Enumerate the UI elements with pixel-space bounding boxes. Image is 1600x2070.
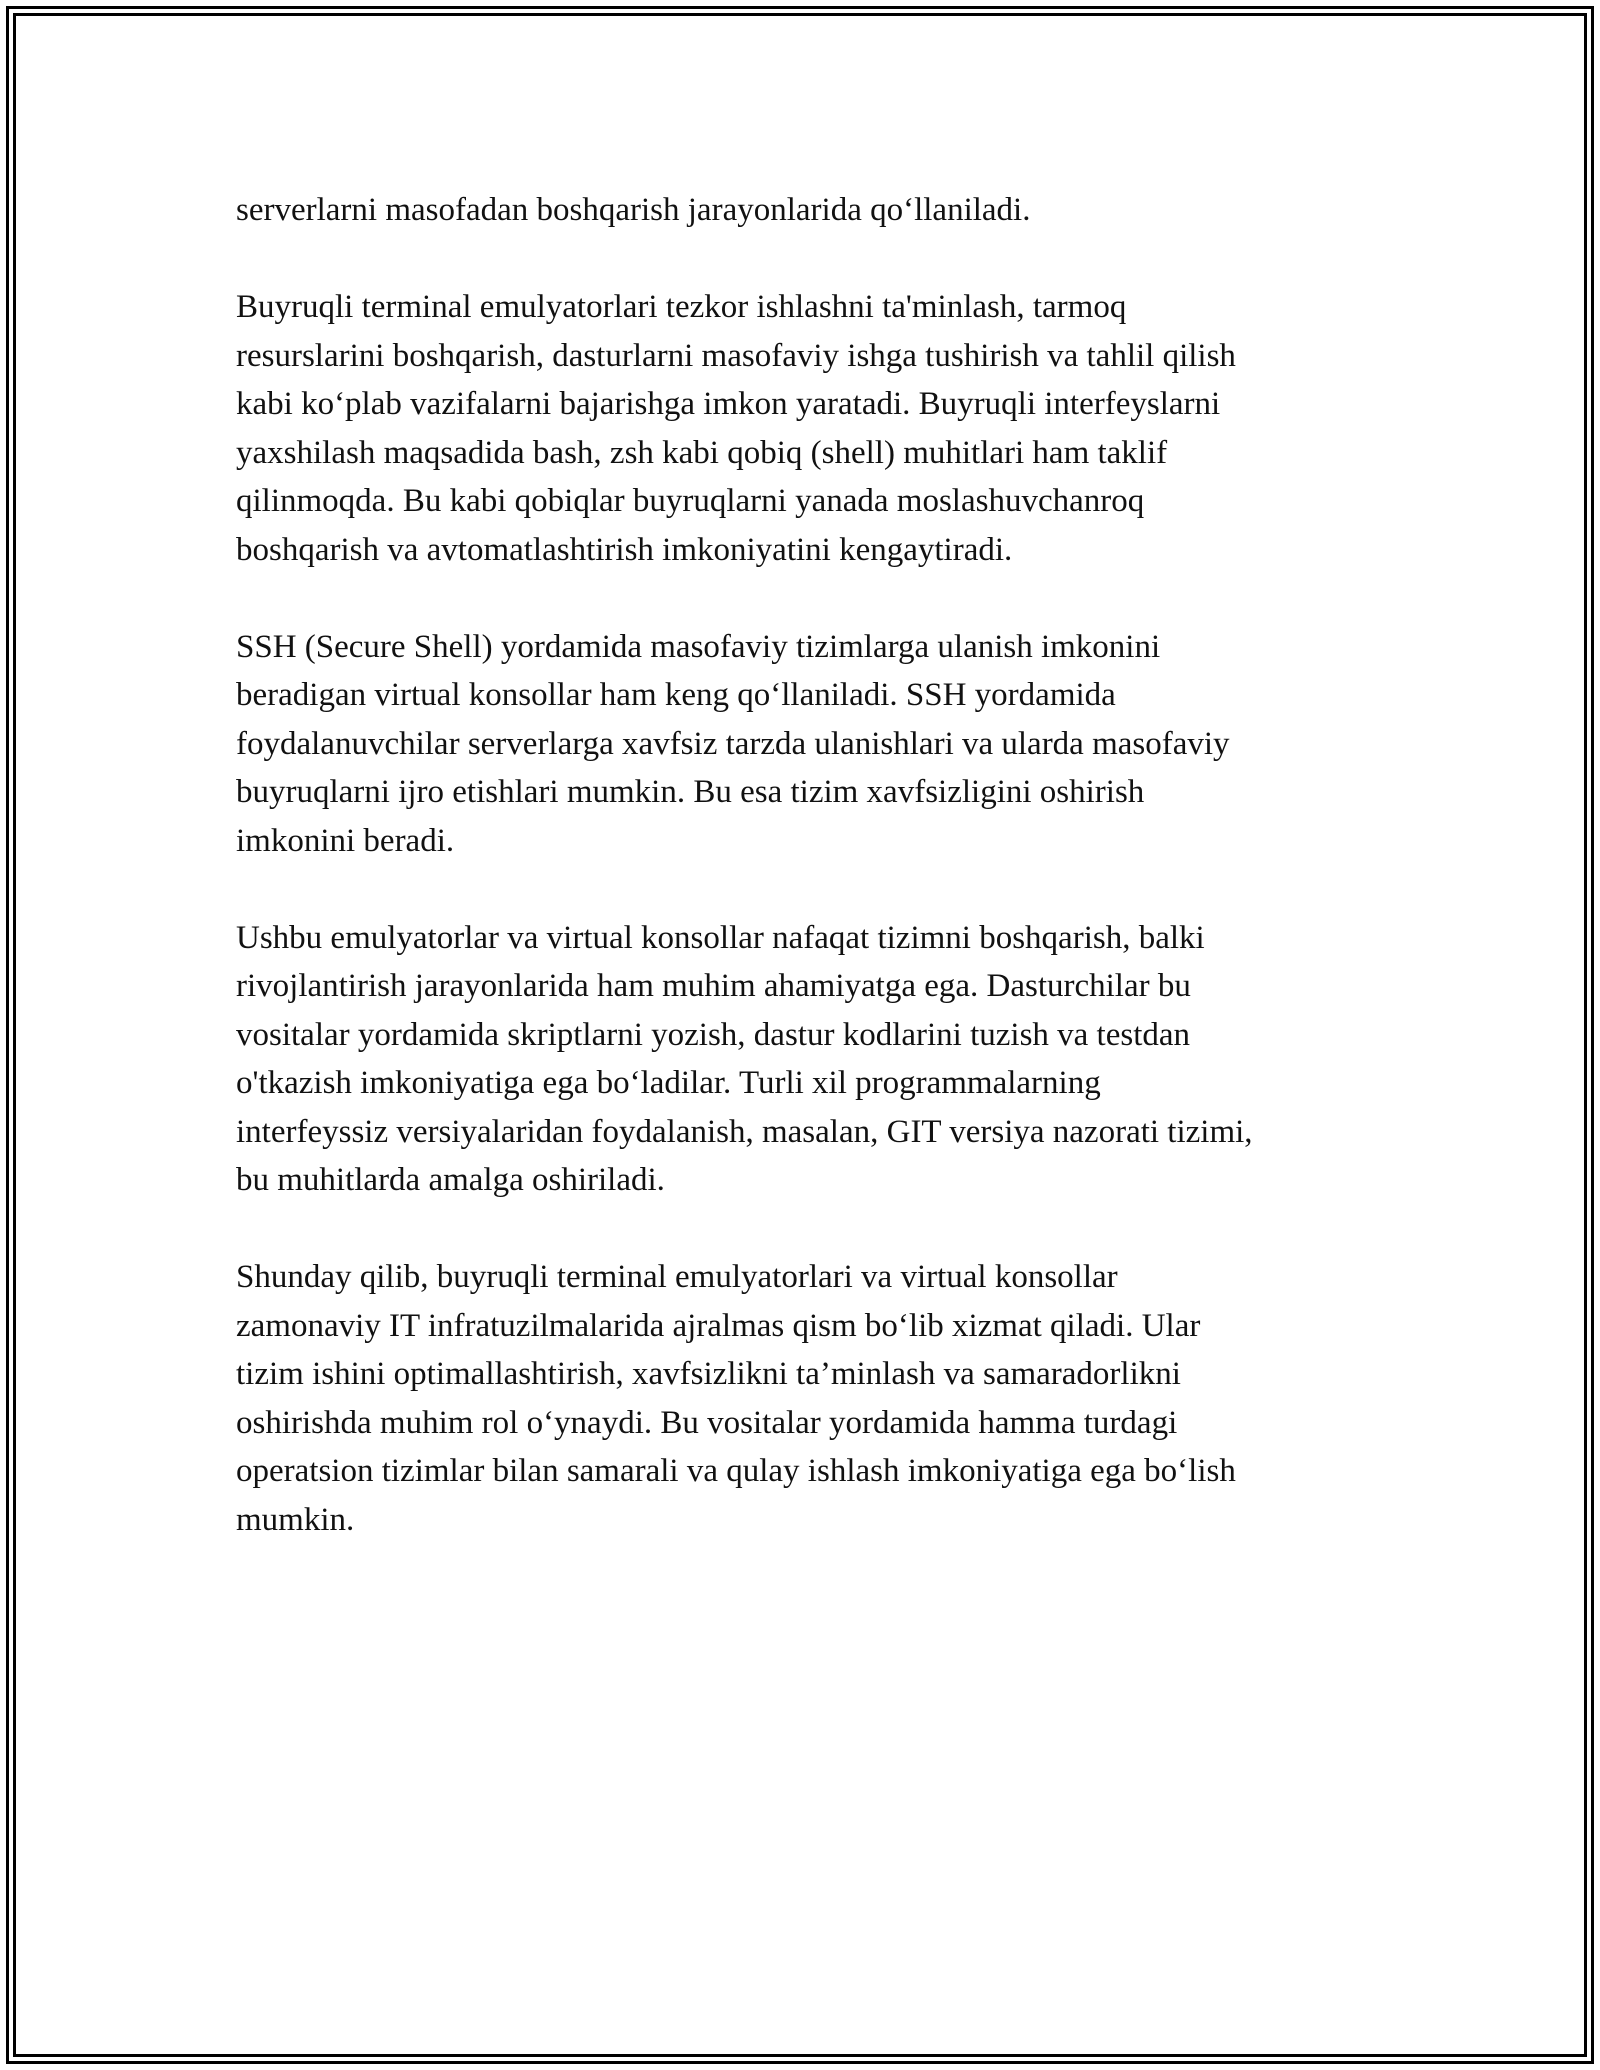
text-line: bu muhitlarda amalga oshiriladi. [236,1162,665,1198]
paragraph-4 [236,914,1376,1205]
text-line: buyruqlarni ijro etishlari mumkin. Bu esa tizim xavfsizligini oshirish [236,774,1145,810]
paragraph-5 [236,1253,1376,1544]
text-line: resurslarini boshqarish, dasturlarni masofaviy ishga tushirish va tahlil qilish [236,337,1236,374]
paragraph-3 [236,623,1376,866]
text-line: oshirishda muhim rol o‘ynaydi. Bu vositalar yordamida hamma turdagi [236,1404,1178,1441]
text-line: rivojlantirish jarayonlarida ham muhim ahamiyatga ega. Dasturchilar bu [236,968,1191,1004]
text-line: tizim ishini optimallashtirish, xavfsizlikni ta’minlash va samaradorlikni [236,1356,1181,1392]
text-line: imkonini beradi. [236,822,455,859]
text-line: SSH (Secure Shell) yordamida masofaviy tizimlarga ulanish imkonini [236,628,1161,665]
text-line: serverlarni masofadan boshqarish jarayonlarida qo‘llaniladi. [236,192,1031,228]
document-body [236,186,1376,1593]
text-line: kabi ko‘plab vazifalarni bajarishga imkon yaratadi. Buyruqli interfeyslarni [236,386,1221,422]
text-line: mumkin. [236,1501,355,1538]
text-line: zamonaviy IT infratuzilmalarida ajralmas qism bo‘lib xizmat qiladi. Ular [236,1307,1201,1344]
paragraph-2 [236,283,1376,574]
text-line: Buyruqli terminal emulyatorlari tezkor ishlashni ta'minlash, tarmoq [236,289,1127,325]
text-line: foydalanuvchilar serverlarga xavfsiz tarzda ulanishlari va ularda masofaviy [236,725,1230,762]
text-line: interfeyssiz versiyalaridan foydalanish, masalan, GIT versiya nazorati tizimi, [236,1113,1253,1150]
text-line: yaxshilash maqsadida bash, zsh kabi qobiq (shell) muhitlari ham taklif [236,434,1168,471]
text-line: qilinmoqda. Bu kabi qobiqlar buyruqlarni yanada moslashuvchanroq [236,483,1145,519]
text-line: vositalar yordamida skriptlarni yozish, dastur kodlarini tuzish va testdan [236,1016,1191,1053]
text-line: Ushbu emulyatorlar va virtual konsollar nafaqat tizimni boshqarish, balki [236,919,1205,956]
text-line: o'tkazish imkoniyatiga ega bo‘ladilar. Turli xil programmalarning [236,1065,1101,1101]
paragraph-1 [236,186,1376,235]
text-line: operatsion tizimlar bilan samarali va qulay ishlash imkoniyatiga ega bo‘lish [236,1453,1236,1489]
text-line: boshqarish va avtomatlashtirish imkoniyatini kengaytiradi. [236,531,1013,568]
text-line: beradigan virtual konsollar ham keng qo‘llaniladi. SSH yordamida [236,677,1116,713]
text-line: Shunday qilib, buyruqli terminal emulyatorlari va virtual konsollar [236,1259,1118,1295]
